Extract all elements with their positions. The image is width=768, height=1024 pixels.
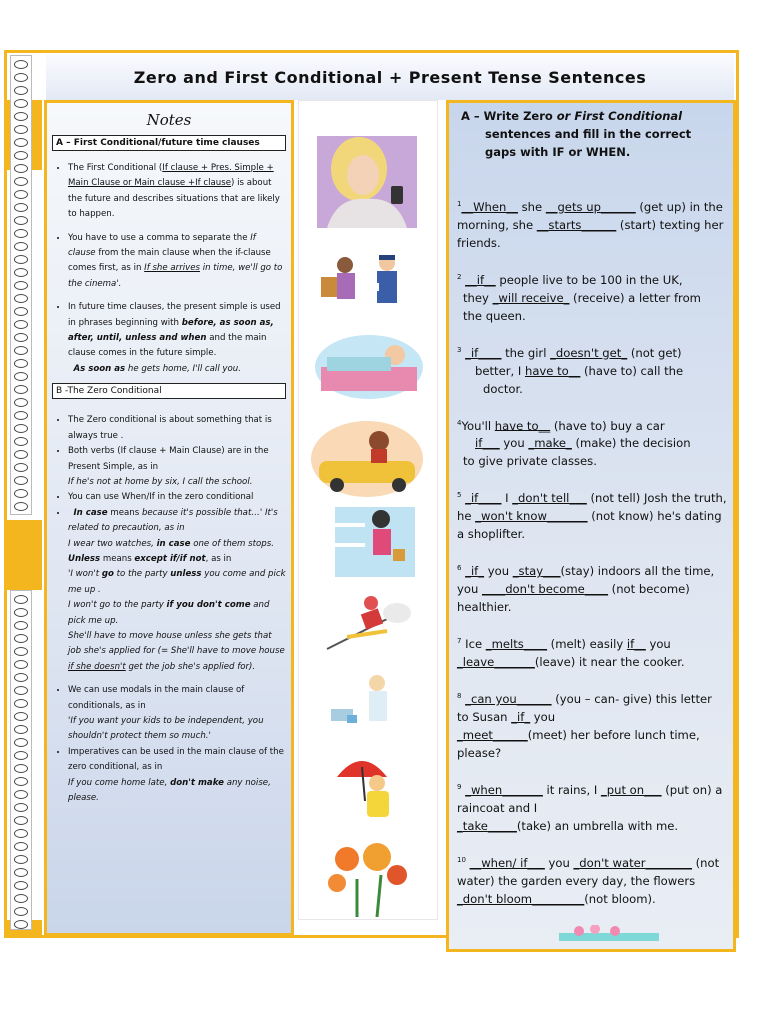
spiral-ring: [14, 385, 28, 394]
spiral-ring: [14, 151, 28, 160]
woman-phone-icon: [307, 131, 427, 231]
skier-icon: [307, 589, 427, 659]
spiral-ring: [14, 842, 28, 851]
question-5: $^5$ _if____ I _don't tell___ (not tell) Josh the truth, he _won't know_______ (not know) he's dating a shoplifter.: [457, 491, 727, 542]
question-10: $^{10}$ __when/ if___ you _don't water________ (not water) the garden every day, the flowers _don't bloom_________(not bloom).: [457, 855, 720, 906]
spiral-ring: [14, 398, 28, 407]
spiral-ring: [14, 190, 28, 199]
note-b2: • Both verbs (If clause + Main Clause) are in the Present Simple, as in If he's not at home by six, I call the school.: [68, 444, 286, 490]
spiral-ring: [14, 686, 28, 695]
spiral-ring: [14, 855, 28, 864]
spiral-ring: [14, 320, 28, 329]
sick-in-bed-icon: [307, 327, 427, 403]
spiral-ring: [14, 60, 28, 69]
spiral-ring: [14, 86, 28, 95]
spiral-ring: [14, 777, 28, 786]
spiral-ring: [14, 712, 28, 721]
decorative-flowers-icon: [559, 925, 659, 941]
shoplifter-icon: [307, 503, 427, 581]
spiral-ring: [14, 372, 28, 381]
exercise-heading: A – Write Zero or First Conditional sentences and fill in the correct gaps with IF or WHEN.: [461, 109, 692, 159]
cook-icon: [307, 671, 427, 733]
page-title: Zero and First Conditional + Present Tense Sentences: [133, 67, 647, 87]
question-9: $^9$ _when_______ it rains, I _put on___ (put on) a raincoat and I _take_____(take) an umbrella with me.: [457, 782, 723, 833]
spiral-ring: [14, 621, 28, 630]
spiral-ring: [14, 333, 28, 342]
spiral-ring: [14, 294, 28, 303]
girl-umbrella-icon: [307, 747, 427, 827]
spiral-ring: [14, 868, 28, 877]
spiral-ring: [14, 281, 28, 290]
flowers-icon: [307, 839, 427, 919]
note-b1: • The Zero conditional is about something that is always true .: [68, 413, 286, 444]
spiral-binding-top: [10, 55, 32, 515]
spiral-ring: [14, 699, 28, 708]
spiral-ring: [14, 99, 28, 108]
spiral-ring: [14, 268, 28, 277]
spiral-ring: [14, 73, 28, 82]
notes-heading: Notes: [146, 111, 192, 129]
note-b6: • Imperatives can be used in the main clause of the zero conditional, as in If you come home late, don't make any noise, please.: [68, 745, 286, 807]
note-a3: • In future time clauses, the present simple is used in phrases beginning with before, as soon as, after, until, unless and when and the main clause comes in the future simple. As soon as he gets home, I'll call you.: [68, 300, 286, 377]
spiral-ring: [14, 634, 28, 643]
spiral-ring: [14, 829, 28, 838]
note-b3: • You can use When/If in the zero conditional: [68, 490, 286, 505]
title-bar: [46, 54, 734, 100]
couple-conversation-icon: [307, 249, 427, 319]
section-b-title: B -The Zero Conditional: [52, 383, 286, 399]
spiral-ring: [14, 450, 28, 459]
spiral-ring: [14, 112, 28, 121]
section-a-title: A – First Conditional/future time clauses: [52, 135, 286, 151]
question-8: $^8$ _can you______ (you – can- give) this letter to Susan _if_ you _meet______(meet) her before lunch time, please?: [457, 691, 712, 760]
notes-panel: [44, 100, 294, 936]
spiral-ring: [14, 411, 28, 420]
spiral-ring: [14, 673, 28, 682]
spiral-ring: [14, 764, 28, 773]
note-b4: • In case means because it's possible that…' It's related to precaution, as in I wear two watches, in case one of them stops. Unless means except if/if not, as in 'I won't go to the party unless you come and pick me up . I won't go to the party if you don't come and pick me up. She'll have to move house unless she gets that job she's applied for (= She'll have to move house if she doesn't get the job she's applied for).: [68, 506, 286, 675]
section-a-list: [52, 161, 286, 377]
spiral-ring: [14, 894, 28, 903]
spiral-ring: [14, 803, 28, 812]
orange-strip-middle: [4, 520, 42, 590]
note-a1: • The First Conditional (If clause + Pres. Simple + Main Clause or Main clause +If clause) is about the future and describes situations that are likely to happen.: [68, 161, 286, 223]
question-4: $^4$You'll have to__ (have to) buy a car if___ you _make_ (make) the decision to give private classes.: [457, 418, 691, 469]
spiral-ring: [14, 242, 28, 251]
spiral-ring: [14, 725, 28, 734]
spiral-ring: [14, 424, 28, 433]
spiral-ring: [14, 359, 28, 368]
exercise-panel: [446, 100, 736, 952]
spiral-ring: [14, 125, 28, 134]
spiral-ring: [14, 881, 28, 890]
picture-column: [298, 100, 438, 920]
question-7: $^7$ Ice _melts____ (melt) easily if__ you _leave_______(leave) it near the cooker.: [457, 637, 685, 670]
question-1: $^1$__When__ she __gets up______ (get up) in the morning, she __starts______ (start) texting her friends.: [457, 199, 724, 250]
spiral-ring: [14, 437, 28, 446]
spiral-ring: [14, 229, 28, 238]
section-b-list: [52, 413, 286, 806]
question-2: $^2$ __if__ people live to be 100 in the UK, they _will receive_ (receive) a letter from the queen.: [457, 272, 701, 323]
note-b5: • We can use modals in the main clause of conditionals, as in 'If you want your kids to be independent, you shouldn't protect them so much.': [68, 683, 286, 745]
spiral-ring: [14, 502, 28, 511]
spiral-ring: [14, 216, 28, 225]
spiral-ring: [14, 907, 28, 916]
spiral-ring: [14, 138, 28, 147]
woman-driving-icon: [307, 413, 427, 499]
spiral-ring: [14, 177, 28, 186]
spiral-ring: [14, 463, 28, 472]
spiral-ring: [14, 751, 28, 760]
spiral-ring: [14, 790, 28, 799]
spiral-ring: [14, 816, 28, 825]
spiral-ring: [14, 489, 28, 498]
question-6: $^6$ _if_ you _stay___(stay) indoors all the time, you ____don't become____ (not become) healthier.: [457, 564, 715, 615]
spiral-ring: [14, 203, 28, 212]
spiral-ring: [14, 255, 28, 264]
spiral-ring: [14, 608, 28, 617]
spiral-ring: [14, 476, 28, 485]
question-3: $^3$ _if____ the girl _doesn't get_ (not get) better, I have to__ (have to) call the doctor.: [457, 345, 684, 396]
spiral-ring: [14, 738, 28, 747]
spiral-binding-bottom: [10, 590, 32, 930]
spiral-ring: [14, 164, 28, 173]
spiral-ring: [14, 595, 28, 604]
note-a2: • You have to use a comma to separate the If clause from the main clause when the if-clause comes first, as in If she arrives in time, we'll go to the cinema'.: [68, 231, 286, 293]
spiral-ring: [14, 647, 28, 656]
spiral-ring: [14, 660, 28, 669]
spiral-ring: [14, 346, 28, 355]
spiral-ring: [14, 920, 28, 929]
spiral-ring: [14, 307, 28, 316]
